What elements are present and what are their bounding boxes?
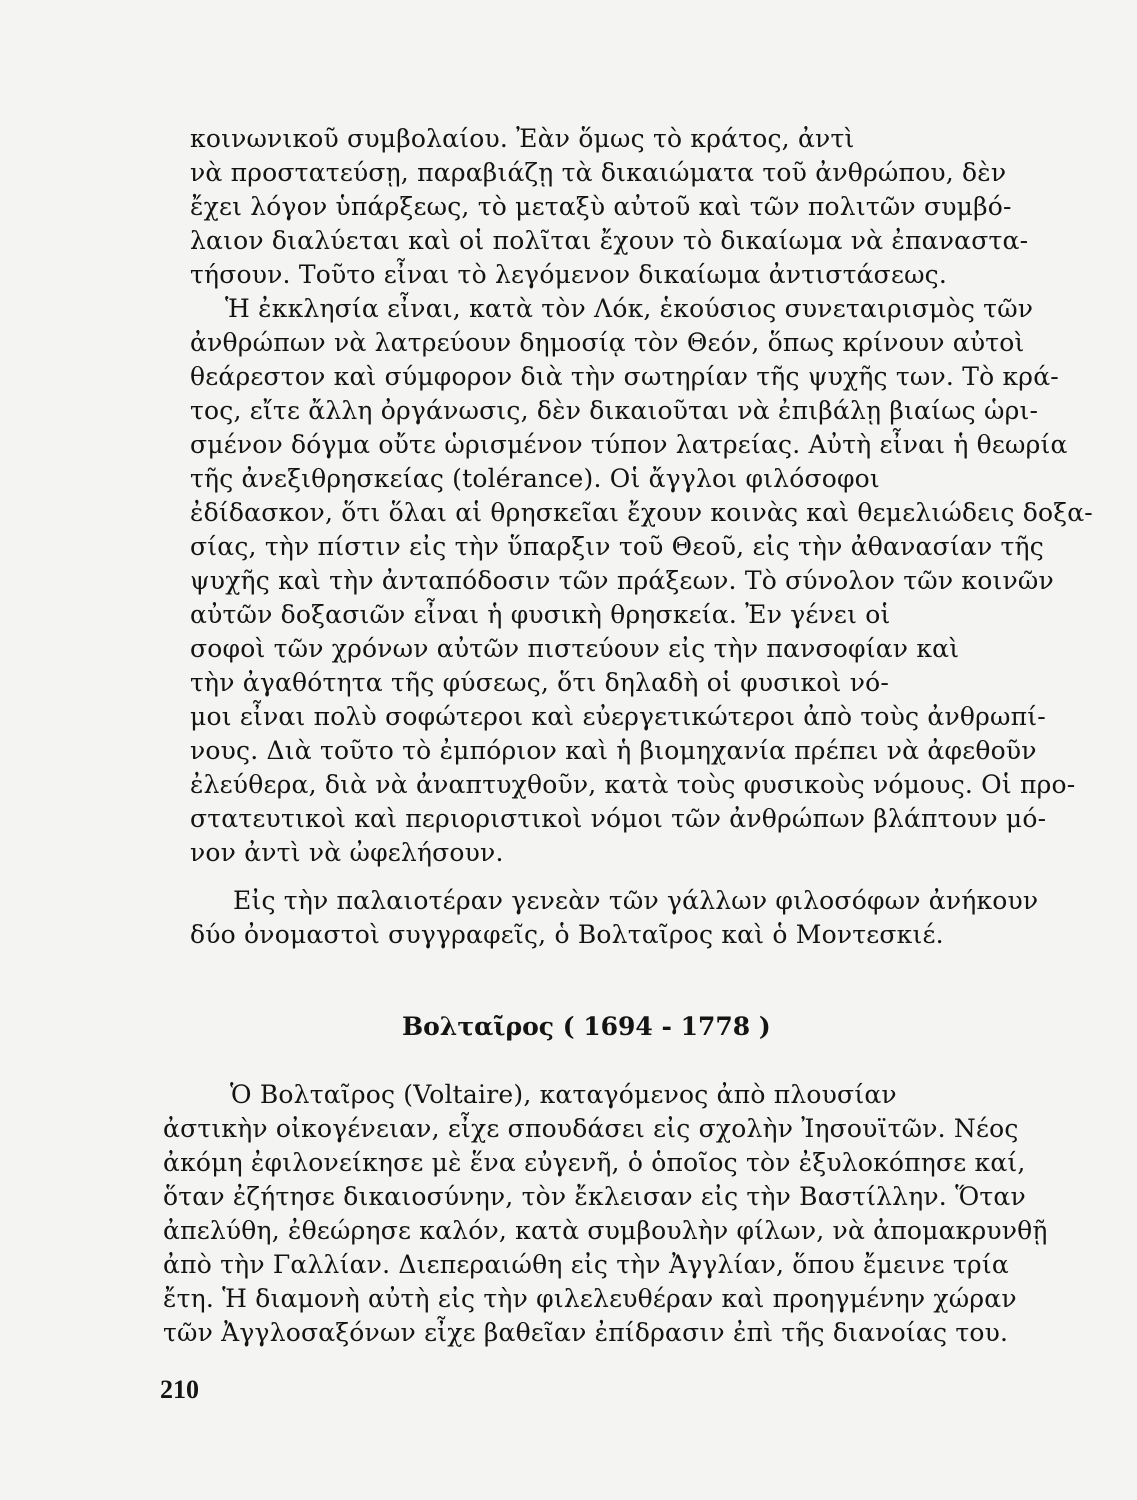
text-line: ἀστικὴν οἰκογένειαν, εἶχε σπουδάσει εἰς σχολὴν Ἰησουϊτῶν. Νέος [163,1114,1019,1143]
page-number: 210 [160,1375,199,1404]
text-line: Ἡ ἐκκλησία εἶναι, κατὰ τὸν Λόκ, ἑκούσιος συνεταιρισμὸς τῶν [225,294,1034,323]
text-line: νους. Διὰ τοῦτο τὸ ἐμπόριον καὶ ἡ βιομηχανία πρέπει νὰ ἀφεθοῦν [190,736,1037,765]
text-line: τος, εἴτε ἄλλη ὀργάνωσις, δὲν δικαιοῦται νὰ ἐπιβάλῃ βιαίως ὡρι- [190,396,1039,425]
text-line: ἐλεύθερα, διὰ νὰ ἀναπτυχθοῦν, κατὰ τοὺς φυσικοὺς νόμους. Οἱ προ- [190,770,1076,799]
text-line: δύο ὀνομαστοὶ συγγραφεῖς, ὁ Βολταῖρος καὶ ὁ Μοντεσκιέ. [190,920,944,949]
text-line: τὴν ἀγαθότητα τῆς φύσεως, ὅτι δηλαδὴ οἱ φυσικοὶ νό- [190,668,890,697]
text-line: κοινωνικοῦ συμβολαίου. Ἐὰν ὅμως τὸ κράτος, ἀντὶ [190,124,855,153]
text-line: τῆς ἀνεξιθρησκείας (tolérance). Οἱ ἄγγλοι φιλόσοφοι [190,464,880,493]
text-line: ἀπελύθη, ἐθεώρησε καλόν, κατὰ συμβουλὴν φίλων, νὰ ἀπομακρυνθῇ [163,1216,1048,1245]
text-line: Ὁ Βολταῖρος (Voltaire), καταγόμενος ἀπὸ πλουσίαν [230,1080,897,1109]
text-line: στατευτικοὶ καὶ περιοριστικοὶ νόμοι τῶν ἀνθρώπων βλάπτουν μό- [190,804,1047,833]
text-line: σοφοὶ τῶν χρόνων αὐτῶν πιστεύουν εἰς τὴν πανσοφίαν καὶ [190,634,960,663]
text-line: θεάρεστον καὶ σύμφορον διὰ τὴν σωτηρίαν τῆς ψυχῆς των. Τὸ κρά- [190,362,1059,391]
text-line: ψυχῆς καὶ τὴν ἀνταπόδοσιν τῶν πράξεων. Τὸ σύνολον τῶν κοινῶν [190,566,1054,595]
text-line: ἔτη. Ἡ διαμονὴ αὐτὴ εἰς τὴν φιλελευθέραν καὶ προηγμένην χώραν [163,1284,1017,1313]
text-line: ἐδίδασκον, ὅτι ὅλαι αἱ θρησκεῖαι ἔχουν κοινὰς καὶ θεμελιώδεις δοξα- [190,498,1093,527]
text-line: ἀκόμη ἐφιλονείκησε μὲ ἕνα εὐγενῆ, ὁ ὁποῖος τὸν ἐξυλοκόπησε καί, [163,1148,1026,1177]
text-line: νον ἀντὶ νὰ ὠφελήσουν. [190,838,504,867]
text-line: Εἰς τὴν παλαιοτέραν γενεὰν τῶν γάλλων φιλοσόφων ἀνήκουν [233,886,1039,915]
text-line: ἀπὸ τὴν Γαλλίαν. Διεπεραιώθη εἰς τὴν Ἀγγλίαν, ὅπου ἔμεινε τρία [163,1250,1009,1279]
text-line: αὐτῶν δοξασιῶν εἶναι ἡ φυσικὴ θρησκεία. Ἐν γένει οἱ [190,600,891,629]
text-line: τῶν Ἀγγλοσαξόνων εἶχε βαθεῖαν ἐπίδρασιν ἐπὶ τῆς διανοίας του. [163,1318,1009,1347]
text-line: σίας, τὴν πίστιν εἰς τὴν ὕπαρξιν τοῦ Θεοῦ, εἰς τὴν ἀθανασίαν τῆς [190,532,1044,561]
text-line: ἀνθρώπων νὰ λατρεύουν δημοσίᾳ τὸν Θεόν, ὅπως κρίνουν αὐτοὶ [190,328,1025,357]
text-line: νὰ προστατεύσῃ, παραβιάζῃ τὰ δικαιώματα τοῦ ἀνθρώπου, δὲν [190,158,1007,187]
text-line: ἔχει λόγον ὑπάρξεως, τὸ μεταξὺ αὐτοῦ καὶ τῶν πολιτῶν συμβό- [190,192,1012,221]
text-line: ὅταν ἐζήτησε δικαιοσύνην, τὸν ἔκλεισαν εἰς τὴν Βαστίλλην. Ὅταν [163,1182,1026,1211]
text-line: μοι εἶναι πολὺ σοφώτεροι καὶ εὐεργετικώτεροι ἀπὸ τοὺς ἀνθρωπί- [190,702,1046,731]
section-heading-voltaire: Βολταῖρος ( 1694 - 1778 ) [402,1012,771,1041]
text-line: σμένον δόγμα οὔτε ὡρισμένον τύπον λατρείας. Αὐτὴ εἶναι ἡ θεωρία [190,430,1068,459]
text-line: λαιον διαλύεται καὶ οἱ πολῖται ἔχουν τὸ δικαίωμα νὰ ἐπαναστα- [190,226,1029,255]
text-line: τήσουν. Τοῦτο εἶναι τὸ λεγόμενον δικαίωμα ἀντιστάσεως. [190,260,948,289]
